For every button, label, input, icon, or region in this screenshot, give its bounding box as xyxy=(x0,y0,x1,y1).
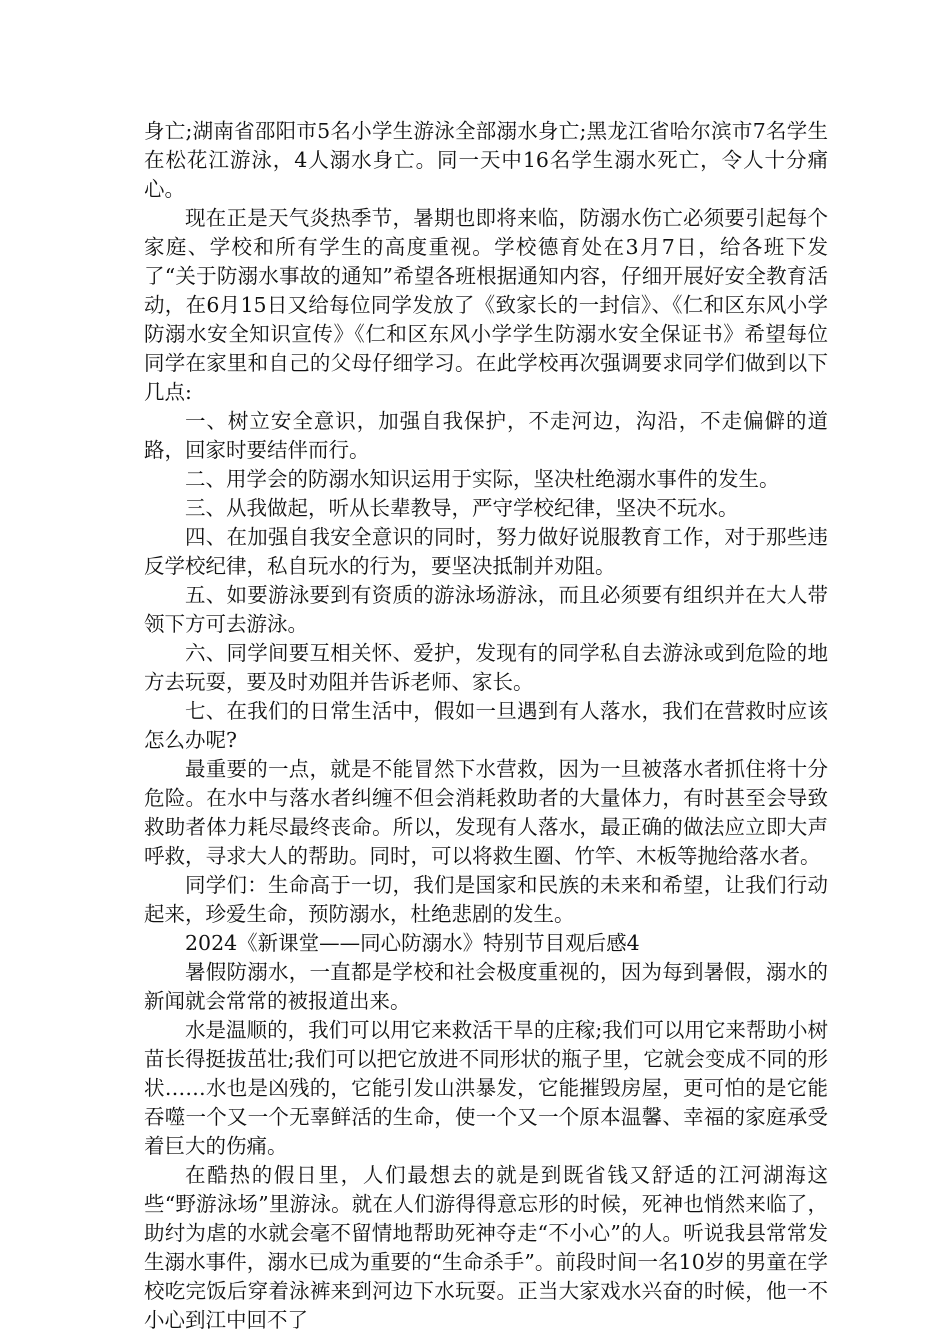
paragraph: 现在正是天气炎热季节，暑期也即将来临，防溺水伤亡必须要引起每个家庭、学校和所有学生的高度重视。学校德育处在3月7日，给各班下发了“关于防溺水事故的通知”希望各班根据通知内容，仔细开展好安全教育活动，在6月15日又给每位同学发放了《致家长的一封信》、《仁和区东风小学防溺水安全知识宣传》《仁和区东风小学学生防溺水安全保证书》希望每位同学在家里和自己的父母仔细学习。在此学校再次强调要求同学们做到以下几点: xyxy=(144,206,828,404)
paragraph: 在酷热的假日里，人们最想去的就是到既省钱又舒适的江河湖海这些“野游泳场”里游泳。就在人们游得得意忘形的时候，死神也悄然来临了，助纣为虐的水就会毫不留情地帮助死神夺走“不小心”的人。听说我县常常发生溺水事件，溺水已成为重要的“生命杀手”。前段时间一名10岁的男童在学校吃完饭后穿着泳裤来到河边下水玩耍。正当大家戏水兴奋的时候，他一不小心到江中回不了 xyxy=(144,1163,828,1332)
paragraph-list-item: 一、树立安全意识，加强自我保护，不走河边，沟沿，不走偏僻的道路，回家时要结伴而行。 xyxy=(144,409,828,462)
paragraph: 最重要的一点，就是不能冒然下水营救，因为一旦被落水者抓住将十分危险。在水中与落水者纠缠不但会消耗救助者的大量体力，有时甚至会导致救助者体力耗尽最终丧命。所以，发现有人落水，最正确的做法应立即大声呼救，寻求大人的帮助。同时，可以将救生圈、竹竿、木板等抛给落水者。 xyxy=(144,757,828,868)
paragraph-list-item: 二、用学会的防溺水知识运用于实际，坚决杜绝溺水事件的发生。 xyxy=(185,467,780,491)
paragraph: 水是温顺的，我们可以用它来救活干旱的庄稼;我们可以用它来帮助小树苗长得挺拔茁壮;我们可以把它放进不同形状的瓶子里，它就会变成不同的形状……水也是凶残的，它能引发山洪暴发，它能摧毁房屋，更可怕的是它能吞噬一个又一个无辜鲜活的生命，使一个又一个原本温馨、幸福的家庭承受着巨大的伤痛。 xyxy=(144,1018,828,1158)
paragraph-list-item: 五、如要游泳要到有资质的游泳场游泳，而且必须要有组织并在大人带领下方可去游泳。 xyxy=(144,583,828,636)
paragraph-list-item: 三、从我做起，听从长辈教导，严守学校纪律，坚决不玩水。 xyxy=(185,496,739,520)
paragraph-list-item: 四、在加强自我安全意识的同时，努力做好说服教育工作，对于那些违反学校纪律，私自玩水的行为，要坚决抵制并劝阻。 xyxy=(144,525,828,578)
paragraph: 同学们：生命高于一切，我们是国家和民族的未来和希望，让我们行动起来，珍爱生命，预防溺水，杜绝悲剧的发生。 xyxy=(144,873,828,926)
section-heading: 2024《新课堂——同心防溺水》特别节目观后感4 xyxy=(185,931,640,955)
document-body xyxy=(144,117,828,1335)
paragraph-list-item: 六、同学间要互相关怀、爱护，发现有的同学私自去游泳或到危险的地方去玩耍，要及时劝阻并告诉老师、家长。 xyxy=(144,641,828,694)
paragraph: 身亡;湖南省邵阳市5名小学生游泳全部溺水身亡;黑龙江省哈尔滨市7名学生在松花江游泳，4人溺水身亡。同一天中16名学生溺水死亡，令人十分痛心。 xyxy=(144,119,828,201)
paragraph-list-item: 七、在我们的日常生活中，假如一旦遇到有人落水，我们在营救时应该怎么办呢? xyxy=(144,699,828,752)
paragraph: 暑假防溺水，一直都是学校和社会极度重视的，因为每到暑假，溺水的新闻就会常常的被报道出来。 xyxy=(144,960,828,1013)
